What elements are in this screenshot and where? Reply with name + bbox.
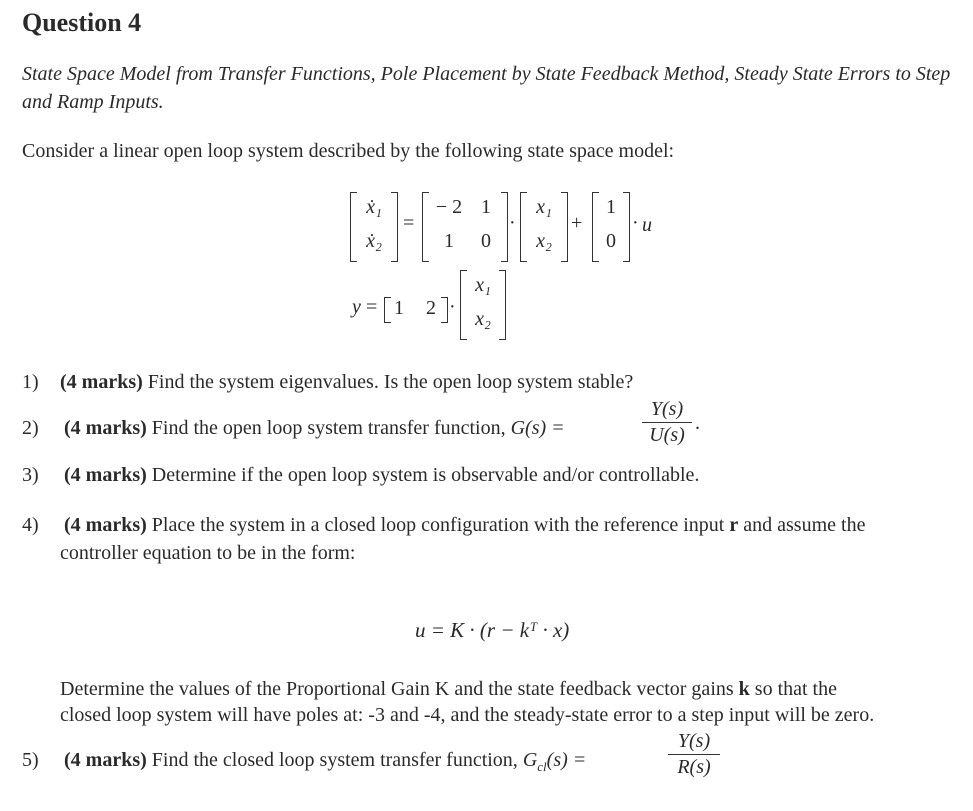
dot-operator: ·	[449, 296, 456, 318]
matrix-a	[422, 192, 508, 262]
question-heading: Question 4	[22, 8, 142, 37]
determine-line1	[60, 678, 837, 701]
marks-label: (4 marks)	[64, 514, 147, 536]
question-number: 1)	[22, 371, 39, 393]
controller-equation: u = K · (r − kᵀ · x)	[415, 618, 570, 642]
x1: x₁	[475, 274, 491, 296]
question-text: Place the system in a closed loop configuration with the reference input	[151, 514, 725, 536]
period: .	[695, 412, 700, 434]
fraction-numerator: Y(s)	[642, 398, 692, 423]
question-subtitle: State Space Model from Transfer Functions, Pole Placement by State Feedback Method, Steady State Errors to Step and Ramp Inputs.	[22, 63, 951, 113]
equals-sign: =	[366, 296, 378, 318]
b2: 0	[606, 230, 616, 252]
a12: 1	[481, 196, 491, 218]
x2: x₂	[475, 308, 491, 330]
fraction-denominator: U(s)	[649, 424, 685, 446]
plus-sign: +	[571, 212, 583, 234]
matrix-b	[592, 192, 630, 262]
function-name: G	[522, 749, 538, 771]
a22: 0	[481, 230, 491, 252]
function-subscript: cl	[537, 759, 547, 774]
x1-dot: ẋ₁	[366, 196, 382, 218]
question-number: 3)	[22, 464, 39, 486]
question-text: Find the open loop system transfer function,	[151, 417, 506, 439]
gain-vector-symbol: k	[738, 678, 750, 700]
equals-sign: =	[403, 212, 415, 234]
dot-operator: ·	[632, 212, 639, 234]
reference-input-symbol: r	[729, 514, 739, 536]
question-4-line2: controller equation to be in the form:	[60, 542, 356, 564]
dot-operator: ·	[509, 212, 516, 234]
matrix-c	[384, 297, 448, 323]
question-text-cont: and assume the	[743, 514, 866, 536]
question-number: 2)	[22, 417, 39, 439]
question-text: Find the closed loop system transfer function,	[151, 749, 518, 771]
function-arg: (s) =	[546, 749, 587, 771]
question-3	[22, 464, 699, 487]
question-5	[22, 749, 586, 775]
marks-label: (4 marks)	[60, 371, 143, 393]
question-text: Find the system eigenvalues. Is the open loop system stable?	[147, 371, 634, 393]
marks-label: (4 marks)	[64, 417, 147, 439]
c1: 1	[394, 297, 404, 319]
state-vector	[520, 192, 568, 262]
x1: x₁	[536, 196, 552, 218]
intro-text: Consider a linear open loop system described by the following state space model:	[22, 140, 675, 162]
determine-line2: closed loop system will have poles at: -3 and -4, and the steady-state error to a step input will be zero.	[60, 704, 875, 726]
question-text: Determine if the open loop system is observable and/or controllable.	[151, 464, 700, 486]
question-2	[22, 417, 565, 440]
x2: x₂	[536, 230, 552, 252]
question-number: 5)	[22, 749, 39, 771]
fraction-denominator: R(s)	[677, 756, 711, 778]
output-y: y	[352, 296, 361, 318]
question-1	[22, 371, 633, 394]
b1: 1	[606, 196, 616, 218]
a11: − 2	[435, 196, 463, 218]
closed-loop-fraction	[668, 730, 720, 779]
c2: 2	[426, 297, 436, 319]
marks-label: (4 marks)	[64, 749, 147, 771]
determine-text-cont: so that the	[754, 678, 837, 700]
fraction-numerator: Y(s)	[668, 730, 720, 755]
determine-text: Determine the values of the Proportional Gain K and the state feedback vector gains	[60, 678, 734, 700]
a21: 1	[444, 230, 454, 252]
input-u: u	[642, 214, 652, 236]
open-loop-fraction	[642, 398, 692, 447]
x2-dot: ẋ₂	[366, 230, 382, 252]
question-4	[22, 514, 865, 537]
state-derivative-vector	[350, 192, 398, 262]
output-state-vector	[460, 270, 506, 340]
function-name: G(s) =	[510, 417, 565, 439]
marks-label: (4 marks)	[64, 464, 147, 486]
question-number: 4)	[22, 514, 39, 536]
